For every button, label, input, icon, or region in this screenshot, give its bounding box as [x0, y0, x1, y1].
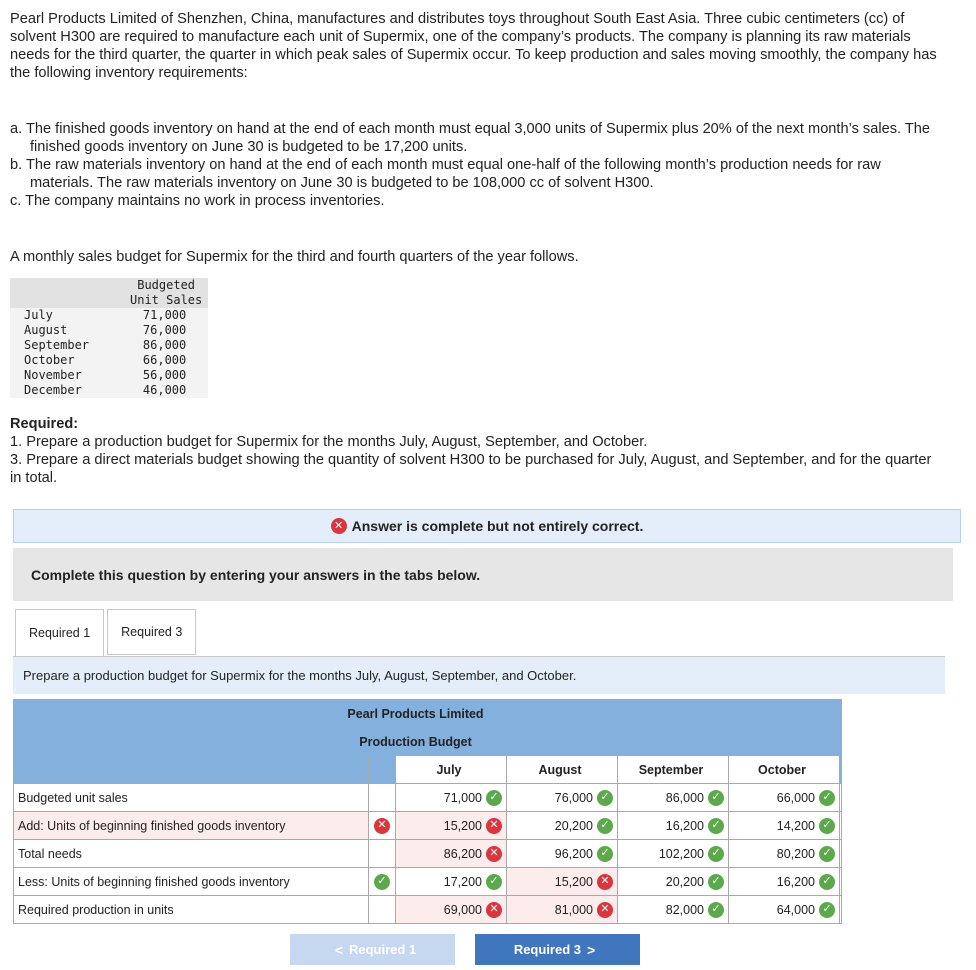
sales-budget-table — [10, 278, 208, 398]
x-circle-icon: ✕ — [331, 518, 347, 534]
sales-month: August — [10, 323, 130, 338]
value-cell[interactable] — [729, 840, 840, 868]
cell-value: 20,200 — [665, 874, 704, 889]
table-row — [14, 840, 842, 868]
cell-value: 102,200 — [658, 846, 704, 861]
tab-bar — [15, 609, 199, 657]
cell-value: 14,200 — [776, 818, 815, 833]
sales-row — [10, 383, 208, 398]
row-label[interactable]: Add: Units of beginning finished goods inventory — [14, 812, 369, 840]
budget-title: Production Budget — [14, 728, 842, 756]
check-circle-icon: ✓ — [708, 874, 724, 890]
column-header: July — [396, 756, 507, 784]
tab-required-3[interactable]: Required 3 — [107, 609, 196, 655]
sales-header-line2: Unit Sales — [130, 293, 208, 308]
tab-required-1[interactable]: Required 1 — [15, 609, 104, 657]
cell-value: 76,000 — [554, 790, 593, 805]
cell-value: 15,200 — [443, 818, 482, 833]
requirement-a: a. The finished goods inventory on hand at the end of each month must equal 3,000 units of Supermix plus 20% of the next month’s sales. The finished goods inventory on June 30 is budgeted to be 17,200 units. — [10, 121, 930, 155]
sales-row — [10, 368, 208, 383]
value-cell[interactable] — [729, 896, 840, 924]
cell-value: 15,200 — [554, 874, 593, 889]
value-cell[interactable] — [618, 840, 729, 868]
value-cell[interactable] — [729, 784, 840, 812]
prev-tab-button[interactable] — [290, 934, 455, 965]
sales-row — [10, 308, 208, 323]
cell-value: 81,000 — [554, 902, 593, 917]
problem-text — [10, 10, 940, 266]
check-circle-icon: ✓ — [819, 818, 835, 834]
chevron-left-icon: < — [334, 941, 343, 958]
company-name: Pearl Products Limited — [14, 700, 842, 728]
tab-prompt — [13, 656, 945, 694]
cell-value: 64,000 — [776, 902, 815, 917]
cell-value: 17,200 — [443, 874, 482, 889]
row-label[interactable]: Required production in units — [14, 896, 369, 924]
cell-value: 66,000 — [776, 790, 815, 805]
value-cell[interactable] — [618, 784, 729, 812]
required-item-1: 1. Prepare a production budget for Supermix for the months July, August, September, and October. — [10, 434, 648, 450]
required-heading: Required: — [10, 416, 79, 432]
sales-row — [10, 338, 208, 353]
check-circle-icon: ✓ — [819, 902, 835, 918]
value-cell[interactable] — [396, 840, 507, 868]
sales-value: 46,000 — [130, 383, 208, 398]
next-tab-label: Required 3 — [513, 942, 581, 957]
x-circle-icon: ✕ — [597, 874, 613, 890]
x-circle-icon: ✕ — [486, 818, 502, 834]
sales-month: October — [10, 353, 130, 368]
result-banner — [13, 509, 961, 543]
chevron-right-icon: > — [587, 941, 596, 958]
required-section — [10, 415, 940, 487]
value-cell[interactable] — [396, 812, 507, 840]
row-label[interactable]: Less: Units of beginning finished goods inventory — [14, 868, 369, 896]
row-label[interactable]: Budgeted unit sales — [14, 784, 369, 812]
inventory-requirements — [10, 120, 940, 210]
table-row — [14, 868, 842, 896]
instruction-bar — [13, 548, 953, 601]
check-circle-icon: ✓ — [708, 846, 724, 862]
value-cell[interactable] — [729, 812, 840, 840]
sales-month: September — [10, 338, 130, 353]
check-circle-icon: ✓ — [708, 902, 724, 918]
requirement-c: c. The company maintains no work in process inventories. — [10, 193, 385, 209]
value-cell[interactable] — [618, 868, 729, 896]
value-cell[interactable] — [729, 868, 840, 896]
production-budget-body — [14, 784, 842, 924]
sales-row — [10, 323, 208, 338]
check-circle-icon: ✓ — [708, 790, 724, 806]
cell-value: 20,200 — [554, 818, 593, 833]
table-row — [14, 896, 842, 924]
column-header: October — [729, 756, 840, 784]
sales-header-line1: Budgeted — [130, 278, 208, 293]
table-row — [14, 784, 842, 812]
check-circle-icon: ✓ — [708, 818, 724, 834]
value-cell[interactable] — [396, 784, 507, 812]
value-cell[interactable] — [507, 840, 618, 868]
value-cell[interactable] — [396, 896, 507, 924]
sales-month: December — [10, 383, 130, 398]
sales-value: 76,000 — [130, 323, 208, 338]
value-cell[interactable] — [507, 896, 618, 924]
check-circle-icon: ✓ — [597, 846, 613, 862]
cell-value: 80,200 — [776, 846, 815, 861]
instruction-text: Complete this question by entering your answers in the tabs below. — [31, 566, 481, 583]
value-cell[interactable] — [618, 812, 729, 840]
check-circle-icon: ✓ — [819, 874, 835, 890]
check-circle-icon: ✓ — [597, 790, 613, 806]
sales-intro: A monthly sales budget for Supermix for the third and fourth quarters of the year follows. — [10, 249, 579, 265]
column-header: August — [507, 756, 618, 784]
check-circle-icon: ✓ — [486, 874, 502, 890]
check-circle-icon: ✓ — [819, 790, 835, 806]
value-cell[interactable] — [396, 868, 507, 896]
x-circle-icon: ✕ — [486, 902, 502, 918]
x-circle-icon: ✕ — [486, 846, 502, 862]
row-label[interactable]: Total needs — [14, 840, 369, 868]
cell-value: 96,200 — [554, 846, 593, 861]
sales-month: November — [10, 368, 130, 383]
tab-prompt-text: Prepare a production budget for Supermix for the months July, August, September, and October. — [23, 668, 577, 683]
check-circle-icon: ✓ — [597, 818, 613, 834]
x-circle-icon: ✕ — [374, 818, 390, 834]
cell-value: 82,000 — [665, 902, 704, 917]
cell-value: 86,200 — [443, 846, 482, 861]
result-banner-text: Answer is complete but not entirely correct. — [351, 518, 644, 534]
sales-month: July — [10, 308, 130, 323]
sales-value: 56,000 — [130, 368, 208, 383]
value-cell[interactable] — [507, 784, 618, 812]
sales-row — [10, 353, 208, 368]
check-circle-icon: ✓ — [374, 874, 390, 890]
production-budget-table — [13, 699, 842, 924]
requirement-b: b. The raw materials inventory on hand at the end of each month must equal one-half of the following month’s production needs for raw materials. The raw materials inventory on June 30 is budgeted to be 108,000 cc of solvent H300. — [10, 157, 881, 191]
table-row — [14, 812, 842, 840]
column-header: September — [618, 756, 729, 784]
prev-tab-label: Required 1 — [349, 942, 417, 957]
cell-value: 16,200 — [776, 874, 815, 889]
sales-value: 86,000 — [130, 338, 208, 353]
cell-value: 71,000 — [443, 790, 482, 805]
sales-value: 66,000 — [130, 353, 208, 368]
sales-value: 71,000 — [130, 308, 208, 323]
check-circle-icon: ✓ — [819, 846, 835, 862]
next-tab-button[interactable] — [475, 934, 640, 965]
check-circle-icon: ✓ — [486, 790, 502, 806]
cell-value: 69,000 — [443, 902, 482, 917]
problem-intro: Pearl Products Limited of Shenzhen, China, manufactures and distributes toys throughout South East Asia. Three cubic centimeters (cc) of solvent H300 are required to manufacture each unit of Supermix, one of the company’s products. The company is planning its raw materials needs for the third quarter, the quarter in which peak sales of Supermix occur. To keep production and sales moving smoothly, the company has the following inventory requirements: — [10, 11, 937, 81]
value-cell[interactable] — [507, 868, 618, 896]
required-item-3: 3. Prepare a direct materials budget showing the quantity of solvent H300 to be purchased for July, August, and September, and for the quarter in total. — [10, 452, 932, 486]
cell-value: 16,200 — [665, 818, 704, 833]
cell-value: 86,000 — [665, 790, 704, 805]
value-cell[interactable] — [618, 896, 729, 924]
value-cell[interactable] — [507, 812, 618, 840]
x-circle-icon: ✕ — [597, 902, 613, 918]
